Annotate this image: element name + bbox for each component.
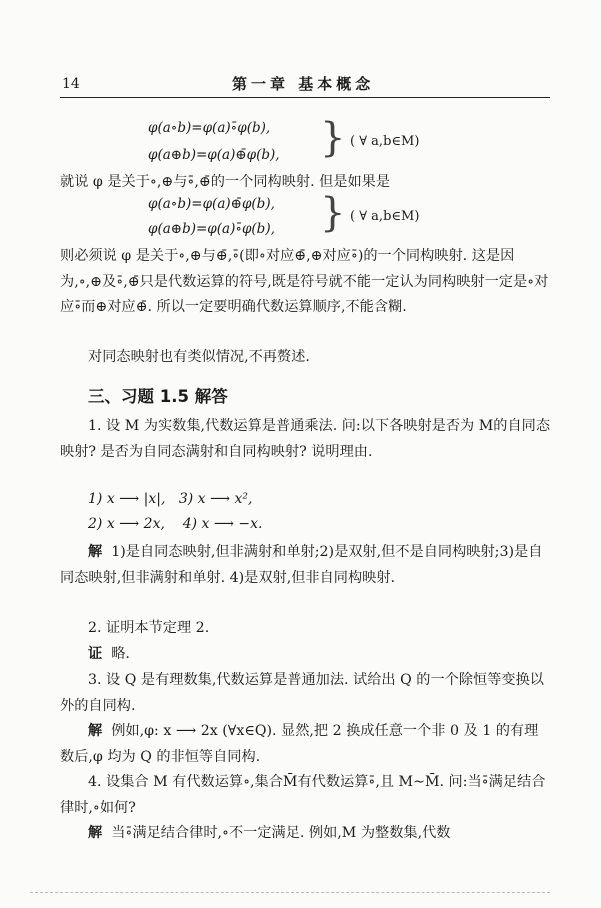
answer-label: 解 [88, 723, 103, 739]
mapping-row: 2) x ⟶ 2x, 4) x ⟶ −x. [88, 516, 263, 532]
equation: φ(a⊕b)=φ(a)⊕̄φ(b), [148, 147, 280, 163]
answer-text: 1)是自同态映射,但非满射和单射;2)是双射,但不是自同构映射;3)是自同态映射,但非满射和单射. 4)是双射,但非自同构映射. [60, 544, 543, 586]
exercise-1: 1. 设 M 为实数集,代数运算是普通乘法. 问:以下各映射是否为 M的自同态映射? 是否为自同态满射和自同构映射? 说明理由. [60, 418, 551, 460]
answer-4 [60, 821, 550, 847]
paragraph: 就说 φ 是关于∘,⊕与∘̄,⊕̄的一个同构映射. 但是如果是 [60, 174, 391, 190]
equation: φ(a∘b)=φ(a)⊕̄φ(b), [148, 196, 275, 212]
answer-label: 解 [88, 544, 103, 560]
answer-label: 解 [88, 825, 103, 841]
equation: φ(a∘b)=φ(a)∘̄φ(b), [148, 120, 271, 136]
header-rule [60, 97, 550, 98]
paragraph: 则必须说 φ 是关于∘,⊕与⊕̄,∘̄(即∘对应⊕̄,⊕对应∘̄)的一个同构映射. 这是因为,∘,⊕及∘̄,⊕̄只是代数运算的符号,既是符号就不能一定认为同构映射一定是∘对应∘̄而⊕对应⊕̄. 所以一定要明确代数运算顺序,不能含糊. [60, 248, 549, 315]
answer-text: 略. [111, 646, 130, 662]
brace: } [320, 115, 346, 161]
exercise-4: 4. 设集合 M 有代数运算∘,集合M̄有代数运算∘̄,且 M∼M̄. 问:当∘̄满足结合律时,∘如何? [60, 774, 546, 816]
page-number: 14 [62, 76, 80, 92]
answer-2 [60, 642, 550, 668]
exercise-2: 2. 证明本节定理 2. [88, 620, 210, 636]
scan-edge [30, 892, 550, 893]
chapter-header: 第一章 基本概念 [232, 75, 375, 93]
answer-1 [60, 540, 550, 591]
mapping-row: 1) x ⟶ |x|, 3) x ⟶ x², [88, 491, 253, 507]
equation: φ(a⊕b)=φ(a)∘̄φ(b), [148, 221, 275, 237]
quantifier-condition: ( ∀ a,b∈M) [350, 134, 420, 149]
section-title: 三、习题 1.5 解答 [88, 387, 228, 406]
answer-3 [60, 719, 550, 770]
proof-label: 证 [88, 646, 103, 662]
paragraph: 对同态映射也有类似情况,不再赘述. [88, 349, 310, 365]
exercise-3: 3. 设 Q 是有理数集,代数运算是普通加法. 试给出 Q 的一个除恒等变换以外的自同构. [60, 672, 544, 714]
brace: } [320, 190, 346, 236]
quantifier-condition: ( ∀ a,b∈M) [350, 209, 420, 224]
answer-text: 例如,φ: x ⟶ 2x (∀x∈Q). 显然,把 2 换成任意一个非 0 及 1 的有理数后,φ 均为 Q 的非恒等自同构. [60, 723, 539, 765]
answer-text: 当∘̄满足结合律时,∘不一定满足. 例如,M 为整数集,代数 [111, 825, 451, 841]
